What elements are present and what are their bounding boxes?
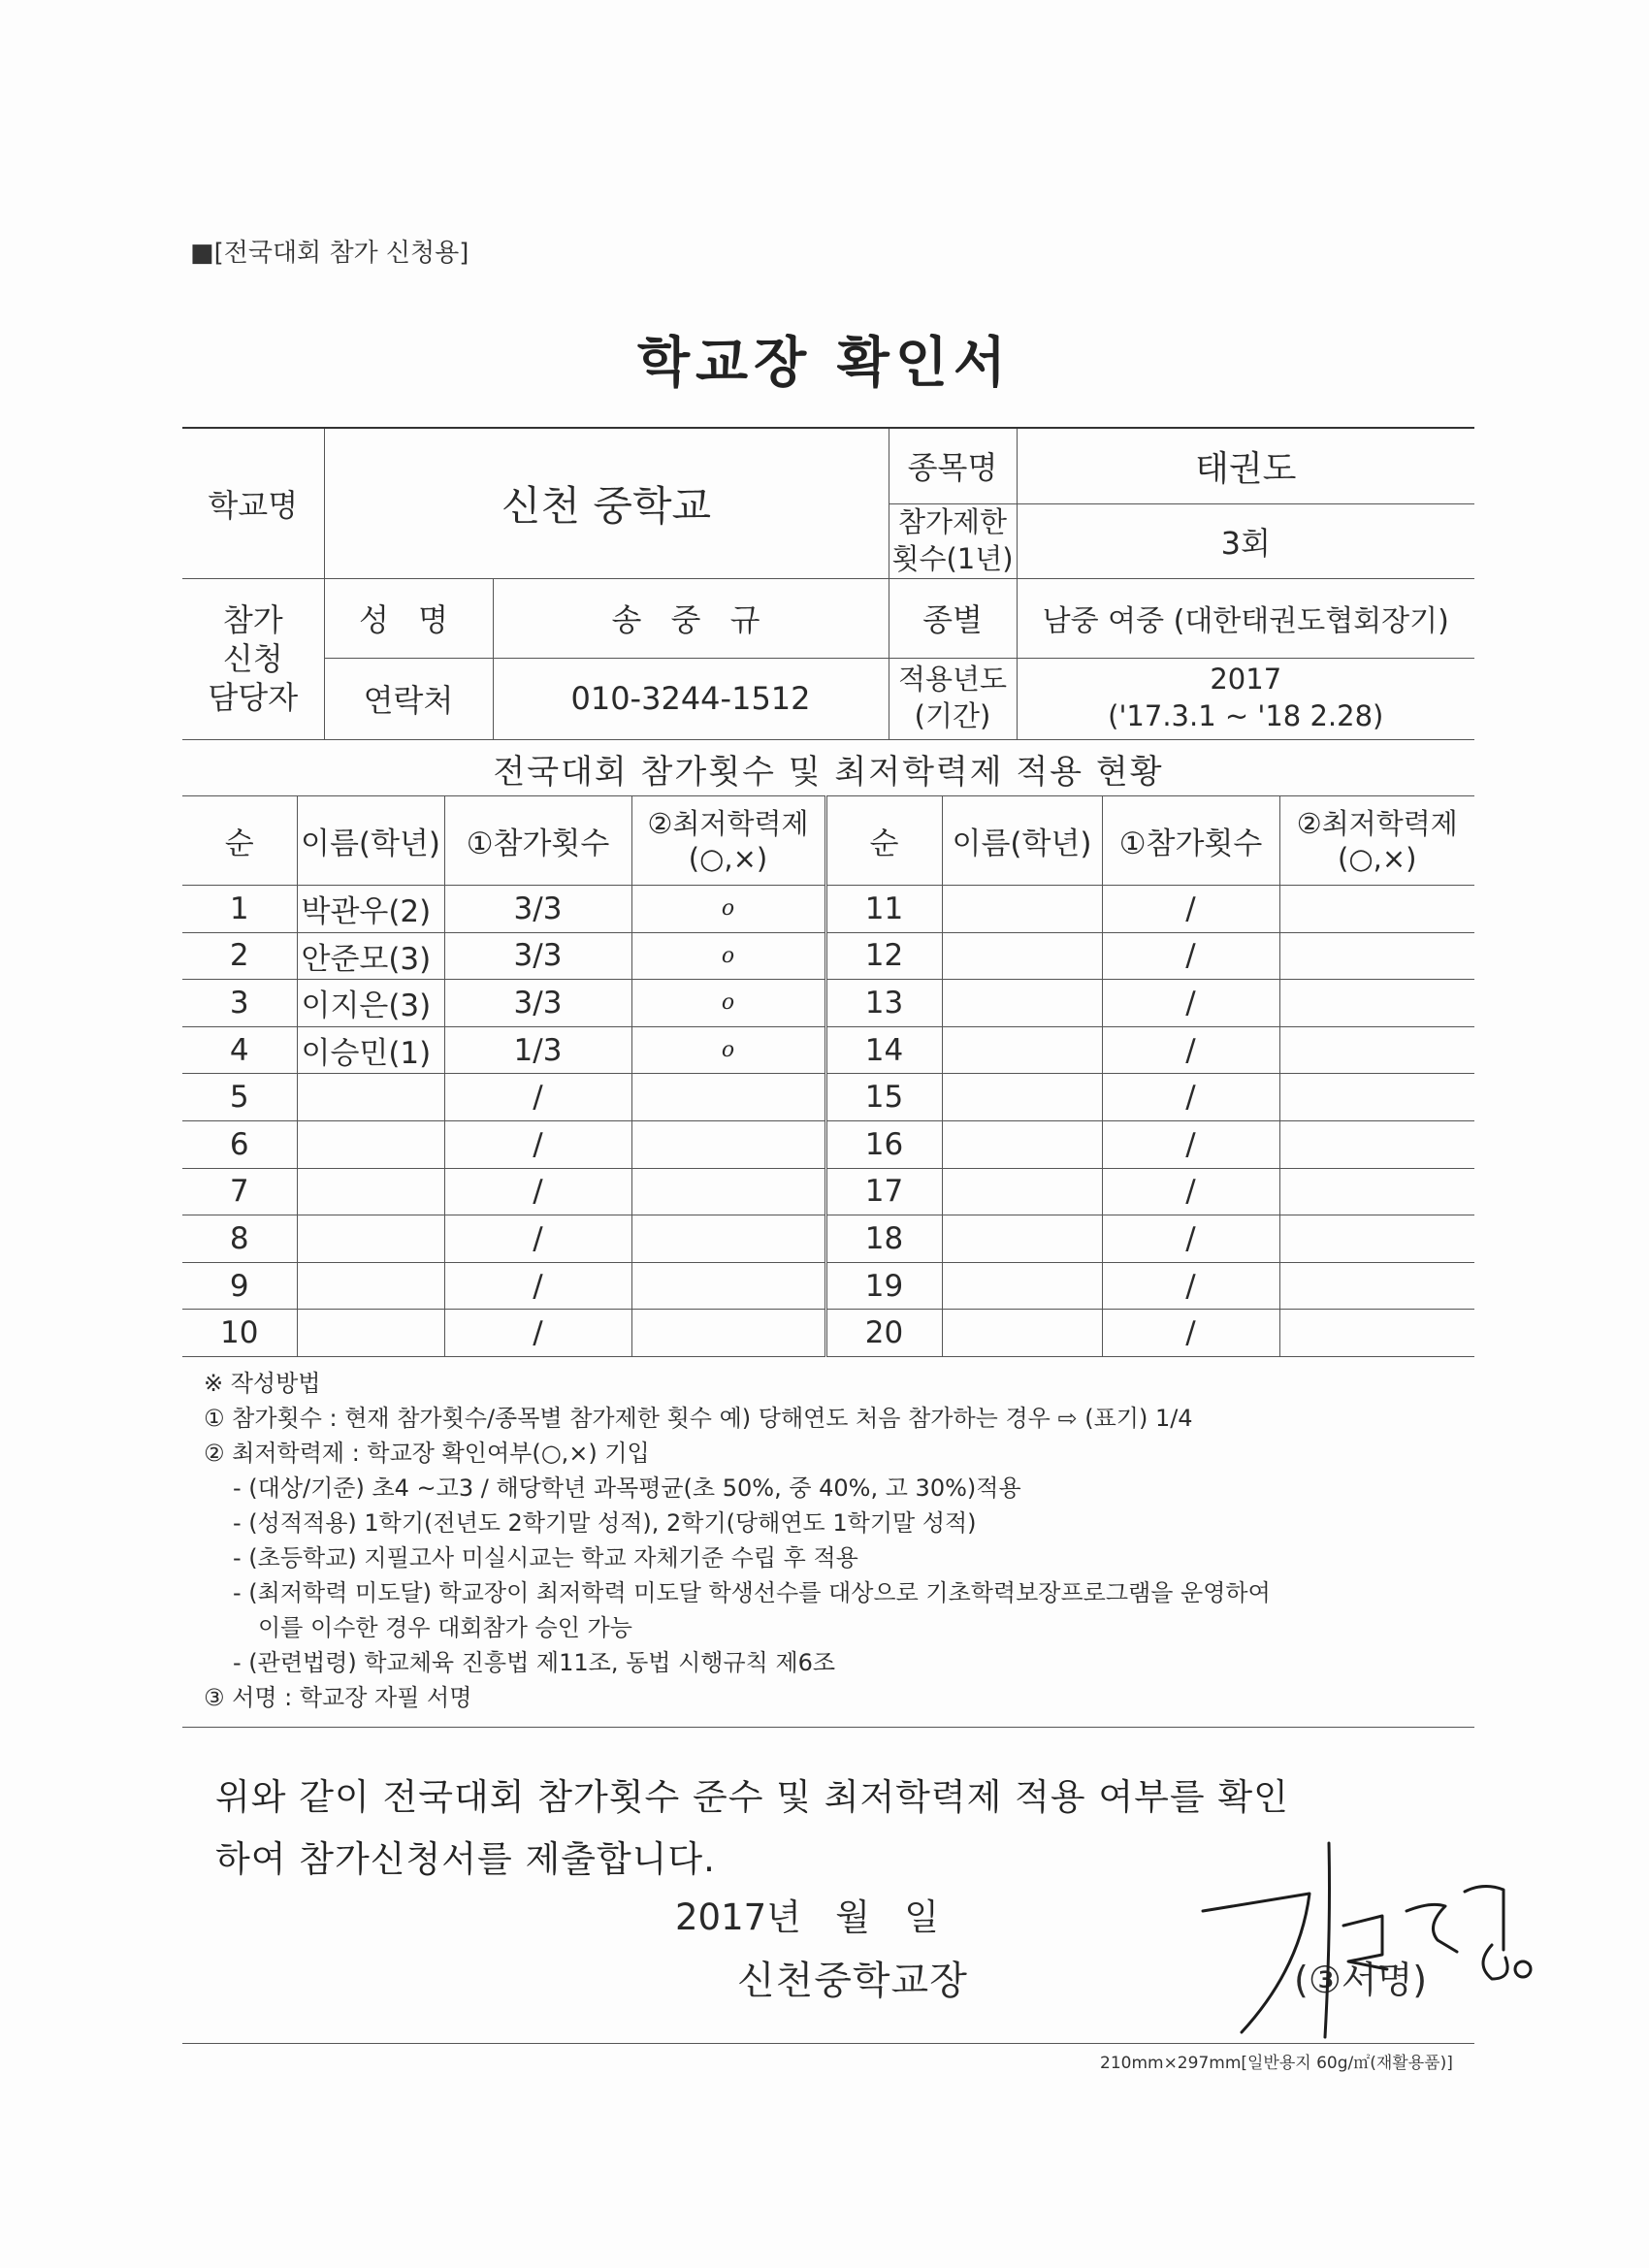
row-count: / <box>1102 932 1279 980</box>
note-item: ③ 서명 : 학교장 자필 서명 <box>204 1684 472 1711</box>
year-label <box>889 658 1017 739</box>
section-divider <box>182 739 1474 740</box>
row-count: / <box>444 1120 631 1168</box>
row-no: 16 <box>825 1120 942 1168</box>
row-no: 19 <box>825 1262 942 1310</box>
row-name <box>942 1215 1102 1263</box>
row-count: / <box>1102 980 1279 1027</box>
row-count: 3/3 <box>444 932 631 980</box>
row-min <box>631 1310 825 1357</box>
table-row <box>182 1074 1474 1121</box>
row-min: o <box>631 932 825 980</box>
row-count: / <box>1102 886 1279 933</box>
row-min: o <box>631 980 825 1027</box>
contact-label-line1: 참가 <box>222 601 283 638</box>
row-name <box>297 1120 444 1168</box>
table-row <box>182 1215 1474 1263</box>
row-name <box>297 1168 444 1215</box>
table-row <box>182 932 1474 980</box>
row-name: 이승민(1) <box>297 1026 444 1074</box>
row-min <box>631 1074 825 1121</box>
row-count: / <box>444 1168 631 1215</box>
table-row <box>182 1168 1474 1215</box>
row-name <box>297 1262 444 1310</box>
row-name: 안준모(3) <box>297 932 444 980</box>
contact-label-line2: 신청 <box>222 640 283 677</box>
table-row <box>182 1026 1474 1074</box>
year-value-line2: ('17.3.1 ~ '18 2.28) <box>1108 699 1384 732</box>
row-min <box>1279 1168 1474 1215</box>
row-name <box>942 980 1102 1027</box>
school-name: 신천 중학교 <box>324 428 889 578</box>
note-item: - (관련법령) 학교체육 진흥법 제11조, 동법 시행규칙 제6조 <box>233 1649 836 1676</box>
sign-label: (③서명) <box>1294 1959 1428 2001</box>
row-name <box>942 1026 1102 1074</box>
table-row <box>182 1262 1474 1310</box>
row-name: 박관우(2) <box>297 886 444 933</box>
col-header-count-right: ①참가횟수 <box>1102 796 1279 886</box>
limit-label <box>889 503 1017 578</box>
row-min <box>1279 1074 1474 1121</box>
contact-label-line3: 담당자 <box>208 679 299 716</box>
row-min <box>1279 980 1474 1027</box>
row-no: 4 <box>182 1026 297 1074</box>
col-header-min-right-line1: ②최저학력제 <box>1296 806 1458 840</box>
col-header-min-right <box>1279 796 1474 886</box>
row-no: 18 <box>825 1215 942 1263</box>
row-no: 3 <box>182 980 297 1027</box>
row-name <box>942 1074 1102 1121</box>
closing-line-1: 위와 같이 전국대회 참가횟수 준수 및 최저학력제 적용 여부를 확인 <box>215 1776 1289 1818</box>
event-label: 종목명 <box>889 428 1017 503</box>
row-name <box>942 1168 1102 1215</box>
note-item: ① 참가횟수 : 현재 참가횟수/종목별 참가제한 횟수 예) 당해연도 처음 참가하는 경우 ⇨ (표기) 1/4 <box>204 1405 1193 1432</box>
row-count: / <box>444 1310 631 1357</box>
page-title: 학교장 확인서 <box>636 332 1013 395</box>
row-name <box>297 1310 444 1357</box>
col-header-name: 이름(학년) <box>297 796 444 886</box>
note-item: - (대상/기준) 초4 ~고3 / 해당학년 과목평균(초 50%, 중 40%, 고 30%)적용 <box>233 1474 1021 1502</box>
row-no: 10 <box>182 1310 297 1357</box>
col-header-min <box>631 796 825 886</box>
participation-table <box>182 795 1474 1357</box>
form-type-label: ■[전국대회 참가 신청용] <box>190 239 469 268</box>
category-label: 종별 <box>889 578 1017 658</box>
section-title: 전국대회 참가횟수 및 최저학력제 적용 현황 <box>493 753 1164 792</box>
principal-name: 신천중학교장 <box>737 1959 968 2003</box>
row-count: / <box>1102 1310 1279 1357</box>
closing-line-2: 하여 참가신청서를 제출합니다. <box>215 1838 716 1880</box>
row-min <box>1279 1310 1474 1357</box>
row-min <box>1279 1026 1474 1074</box>
row-min <box>631 1215 825 1263</box>
row-min <box>1279 1120 1474 1168</box>
limit-value: 3회 <box>1017 503 1474 578</box>
name-value: 송 중 규 <box>493 578 889 658</box>
event-value: 태권도 <box>1017 428 1474 503</box>
row-name <box>297 1215 444 1263</box>
row-no: 7 <box>182 1168 297 1215</box>
row-no: 6 <box>182 1120 297 1168</box>
principal-signature <box>1183 1833 1552 2047</box>
row-min: o <box>631 886 825 933</box>
col-header-no-right: 순 <box>825 796 942 886</box>
notes-divider <box>182 1727 1474 1728</box>
row-name: 이지은(3) <box>297 980 444 1027</box>
notes-heading: ※ 작성방법 <box>204 1370 321 1397</box>
limit-label-line1: 참가제한 <box>897 504 1008 538</box>
row-count: / <box>1102 1215 1279 1263</box>
table-row <box>182 886 1474 933</box>
row-min <box>1279 886 1474 933</box>
row-no: 12 <box>825 932 942 980</box>
row-count: / <box>1102 1262 1279 1310</box>
col-header-min-right-line2: (○,×) <box>1338 841 1417 875</box>
col-header-min-line2: (○,×) <box>688 841 768 875</box>
limit-label-line2: 횟수(1년) <box>891 541 1014 575</box>
paper-spec: 210mm×297mm[일반용지 60g/㎡(재활용품)] <box>1100 2054 1453 2073</box>
date-line: 2017년 월 일 <box>675 1896 939 1938</box>
row-min <box>631 1120 825 1168</box>
row-min <box>631 1262 825 1310</box>
row-count: 1/3 <box>444 1026 631 1074</box>
note-item: ② 최저학력제 : 학교장 확인여부(○,×) 기입 <box>204 1440 650 1467</box>
row-min <box>1279 932 1474 980</box>
year-label-line1: 적용년도 <box>897 663 1008 697</box>
row-count: / <box>444 1215 631 1263</box>
phone-label: 연락처 <box>324 658 493 739</box>
row-count: / <box>444 1262 631 1310</box>
row-count: / <box>1102 1168 1279 1215</box>
col-header-min-line1: ②최저학력제 <box>647 806 809 840</box>
name-label: 성 명 <box>324 578 493 658</box>
row-name <box>942 1120 1102 1168</box>
row-no: 20 <box>825 1310 942 1357</box>
row-no: 9 <box>182 1262 297 1310</box>
col-header-count: ①참가횟수 <box>444 796 631 886</box>
note-item: 이를 이수한 경우 대회참가 승인 가능 <box>258 1614 632 1641</box>
row-no: 2 <box>182 932 297 980</box>
row-count: / <box>1102 1026 1279 1074</box>
table-row <box>182 1310 1474 1357</box>
row-min <box>1279 1215 1474 1263</box>
row-count: / <box>1102 1074 1279 1121</box>
note-item: - (성적적용) 1학기(전년도 2학기말 성적), 2학기(당해연도 1학기말 성적) <box>233 1509 977 1537</box>
row-min: o <box>631 1026 825 1074</box>
note-item: - (초등학교) 지필고사 미실시교는 학교 자체기준 수립 후 적용 <box>233 1544 858 1571</box>
row-min <box>631 1168 825 1215</box>
row-no: 14 <box>825 1026 942 1074</box>
row-count: / <box>1102 1120 1279 1168</box>
col-header-name-right: 이름(학년) <box>942 796 1102 886</box>
row-count: / <box>444 1074 631 1121</box>
row-count: 3/3 <box>444 886 631 933</box>
row-name <box>942 886 1102 933</box>
contact-group-label <box>182 578 324 739</box>
year-label-line2: (기간) <box>914 699 991 732</box>
row-name <box>942 932 1102 980</box>
row-no: 13 <box>825 980 942 1027</box>
row-no: 17 <box>825 1168 942 1215</box>
row-count: 3/3 <box>444 980 631 1027</box>
year-value <box>1017 658 1474 739</box>
row-no: 15 <box>825 1074 942 1121</box>
table-row <box>182 980 1474 1027</box>
phone-value: 010-3244-1512 <box>493 658 889 739</box>
row-no: 11 <box>825 886 942 933</box>
row-name <box>942 1262 1102 1310</box>
instructions <box>204 1366 1494 1715</box>
info-table <box>182 427 1474 740</box>
category-value: 남중 여중 (대한태권도협회장기) <box>1017 578 1474 658</box>
school-label: 학교명 <box>182 428 324 578</box>
footer-divider <box>182 2043 1474 2044</box>
row-min <box>1279 1262 1474 1310</box>
note-item: - (최저학력 미도달) 학교장이 최저학력 미도달 학생선수를 대상으로 기초학력보장프로그램을 운영하여 <box>233 1579 1271 1606</box>
table-row <box>182 1120 1474 1168</box>
row-no: 5 <box>182 1074 297 1121</box>
col-header-no: 순 <box>182 796 297 886</box>
year-value-line1: 2017 <box>1210 663 1282 697</box>
row-name <box>297 1074 444 1121</box>
row-name <box>942 1310 1102 1357</box>
row-no: 8 <box>182 1215 297 1263</box>
row-no: 1 <box>182 886 297 933</box>
